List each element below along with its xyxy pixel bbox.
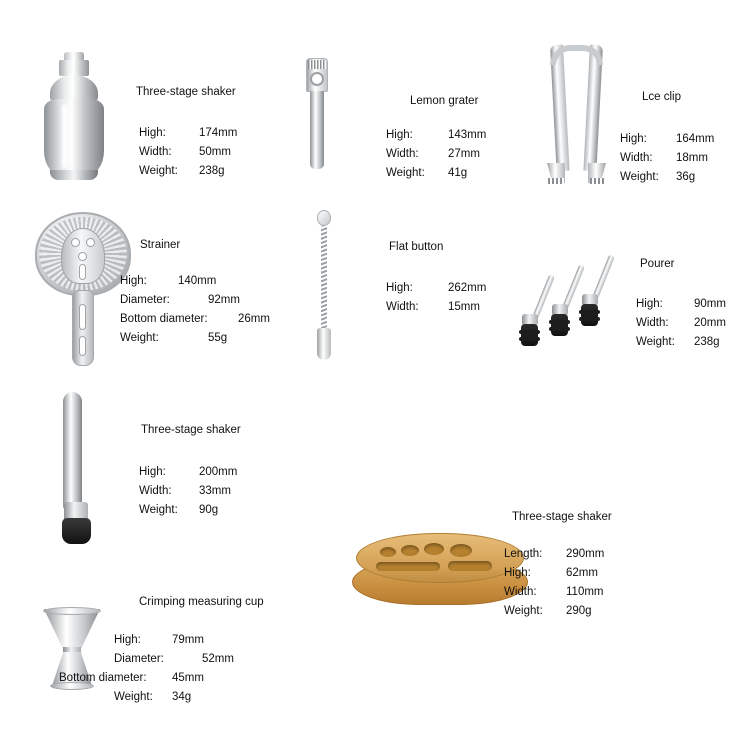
spec-label: High: <box>386 129 413 141</box>
spec-row <box>504 567 674 579</box>
stand-top <box>356 533 524 583</box>
product-title-pourer: Pourer <box>640 258 675 270</box>
grater-teeth <box>308 60 326 69</box>
product-title-muddler: Three-stage shaker <box>141 424 241 436</box>
grater-ring <box>310 72 324 86</box>
spec-value: 164mm <box>676 133 715 145</box>
spec-row <box>114 653 257 665</box>
spec-label: High: <box>620 133 647 145</box>
spec-label: Weight: <box>139 504 178 516</box>
strainer-handle-slot <box>79 304 86 330</box>
stand-hole <box>401 545 419 556</box>
strainer-handle-slot <box>79 336 86 356</box>
product-specs-wooden-stand <box>504 548 674 624</box>
spec-value: 238g <box>199 165 225 177</box>
spec-label: High: <box>636 298 663 310</box>
spec-label: High: <box>139 127 166 139</box>
strainer-hole <box>78 252 87 261</box>
product-specs-strainer <box>120 275 300 351</box>
spec-row <box>139 504 299 516</box>
spec-value: 140mm <box>178 275 217 287</box>
spec-label: Width: <box>386 148 419 160</box>
spec-row <box>139 466 299 478</box>
pourer-cork <box>521 324 538 346</box>
jigger-top-rim <box>43 607 101 615</box>
spec-value: 34g <box>172 691 192 703</box>
spec-row <box>386 301 536 313</box>
stand-hole <box>380 547 396 557</box>
spec-label: Weight: <box>620 171 659 183</box>
muddler-head <box>62 518 91 544</box>
grater-handle <box>310 91 324 169</box>
product-image-lemon-grater <box>304 58 332 173</box>
spec-value: 27mm <box>448 148 480 160</box>
spec-row <box>504 586 674 598</box>
product-image-ice-clip <box>550 45 608 190</box>
spec-row <box>59 672 257 684</box>
spec-row <box>620 133 750 145</box>
spec-value: 90g <box>199 504 219 516</box>
spec-value: 143mm <box>448 129 487 141</box>
spec-row <box>386 148 536 160</box>
spec-label: Width: <box>139 485 172 497</box>
spec-label: Weight: <box>386 167 425 179</box>
product-image-shaker <box>42 52 108 184</box>
spec-label: Diameter: <box>120 294 170 306</box>
spec-row <box>120 294 300 306</box>
product-specs-shaker <box>139 127 289 184</box>
product-image-muddler <box>52 392 102 548</box>
spec-value: 110mm <box>566 586 604 598</box>
spec-label: High: <box>139 466 166 478</box>
bar-spoon-twisted-shaft <box>321 225 327 330</box>
product-specs-pourer <box>636 298 750 355</box>
spec-label: High: <box>114 634 141 646</box>
pourer-spout <box>592 254 615 299</box>
spec-label: Weight: <box>636 336 675 348</box>
stand-slot <box>376 562 440 571</box>
spec-row <box>114 691 257 703</box>
spec-value: 62mm <box>566 567 598 579</box>
spec-label: Width: <box>504 586 537 598</box>
shaker-neck <box>59 60 89 76</box>
spec-value: 50mm <box>199 146 231 158</box>
spec-value: 55g <box>208 332 228 344</box>
bar-spoon-bowl <box>317 210 331 226</box>
spec-label: High: <box>504 567 531 579</box>
spec-row <box>386 129 536 141</box>
spec-row <box>120 275 300 287</box>
spec-row <box>120 313 300 325</box>
strainer-slot <box>79 264 86 280</box>
spec-row <box>114 634 257 646</box>
spec-label: Bottom diameter: <box>59 672 147 684</box>
pourer-cork <box>551 314 568 336</box>
spec-label: Width: <box>386 301 419 313</box>
product-specs-flat-button <box>386 282 536 320</box>
spec-row <box>139 165 289 177</box>
spec-value: 79mm <box>172 634 204 646</box>
spec-value: 36g <box>676 171 696 183</box>
spec-value: 262mm <box>448 282 487 294</box>
spec-value: 92mm <box>208 294 240 306</box>
spec-row <box>636 298 750 310</box>
product-title-flat-button: Flat button <box>389 241 444 253</box>
spec-value: 238g <box>694 336 720 348</box>
strainer-hole <box>71 238 80 247</box>
spec-row <box>120 332 300 344</box>
product-title-wooden-stand: Three-stage shaker <box>512 511 612 523</box>
spec-value: 90mm <box>694 298 726 310</box>
spec-value: 20mm <box>694 317 726 329</box>
spec-row <box>636 336 750 348</box>
spec-row <box>139 485 299 497</box>
spec-row <box>620 171 750 183</box>
muddler-handle <box>63 392 82 510</box>
stand-hole <box>450 544 472 557</box>
spec-value: 52mm <box>202 653 234 665</box>
spec-row <box>139 127 289 139</box>
spec-label: Width: <box>139 146 172 158</box>
spec-value: 33mm <box>199 485 231 497</box>
bar-spoon-flat-end <box>317 328 331 360</box>
spec-value: 41g <box>448 167 468 179</box>
product-specs-muddler <box>139 466 299 523</box>
product-specs-measuring-cup <box>57 634 257 710</box>
spec-label: High: <box>386 282 413 294</box>
shaker-base <box>50 170 98 180</box>
spec-label: Weight: <box>504 605 543 617</box>
spec-value: 290g <box>566 605 592 617</box>
spec-value: 26mm <box>238 313 270 325</box>
spec-value: 15mm <box>448 301 480 313</box>
spec-label: Bottom diameter: <box>120 313 208 325</box>
spec-value: 45mm <box>172 672 204 684</box>
spec-row <box>620 152 750 164</box>
product-title-lemon-grater: Lemon grater <box>410 95 479 107</box>
spec-label: Diameter: <box>114 653 164 665</box>
product-image-flat-button <box>312 210 338 362</box>
spec-row <box>386 167 536 179</box>
product-title-strainer: Strainer <box>140 239 181 251</box>
spec-label: Weight: <box>120 332 159 344</box>
spec-row <box>504 605 674 617</box>
ice-clip-right-serration <box>590 178 606 184</box>
spec-value: 200mm <box>199 466 238 478</box>
product-image-pourer-group <box>516 250 626 346</box>
spec-row <box>504 548 674 560</box>
spec-label: Length: <box>504 548 543 560</box>
spec-row <box>139 146 289 158</box>
spec-label: Width: <box>636 317 669 329</box>
spec-row <box>636 317 750 329</box>
product-specs-lemon-grater <box>386 129 536 186</box>
spec-value: 18mm <box>676 152 708 164</box>
strainer-hole <box>86 238 95 247</box>
spec-label: Width: <box>620 152 653 164</box>
spec-value: 174mm <box>199 127 238 139</box>
stand-slot <box>448 561 492 571</box>
spec-label: Weight: <box>114 691 153 703</box>
stand-hole <box>424 543 444 555</box>
spec-label: Weight: <box>139 165 178 177</box>
shaker-shoulder <box>50 75 98 101</box>
product-title-shaker: Three-stage shaker <box>136 86 236 98</box>
pourer-cork <box>581 304 598 326</box>
shaker-body <box>44 99 104 177</box>
spec-row <box>386 282 536 294</box>
product-title-ice-clip: Lce clip <box>642 91 681 103</box>
spec-value: 290mm <box>566 548 605 560</box>
shaker-highlight <box>62 104 68 168</box>
spec-label: High: <box>120 275 147 287</box>
product-title-measuring-cup: Crimping measuring cup <box>139 596 264 608</box>
product-specs-ice-clip <box>620 133 750 190</box>
ice-clip-left-serration <box>548 178 564 184</box>
